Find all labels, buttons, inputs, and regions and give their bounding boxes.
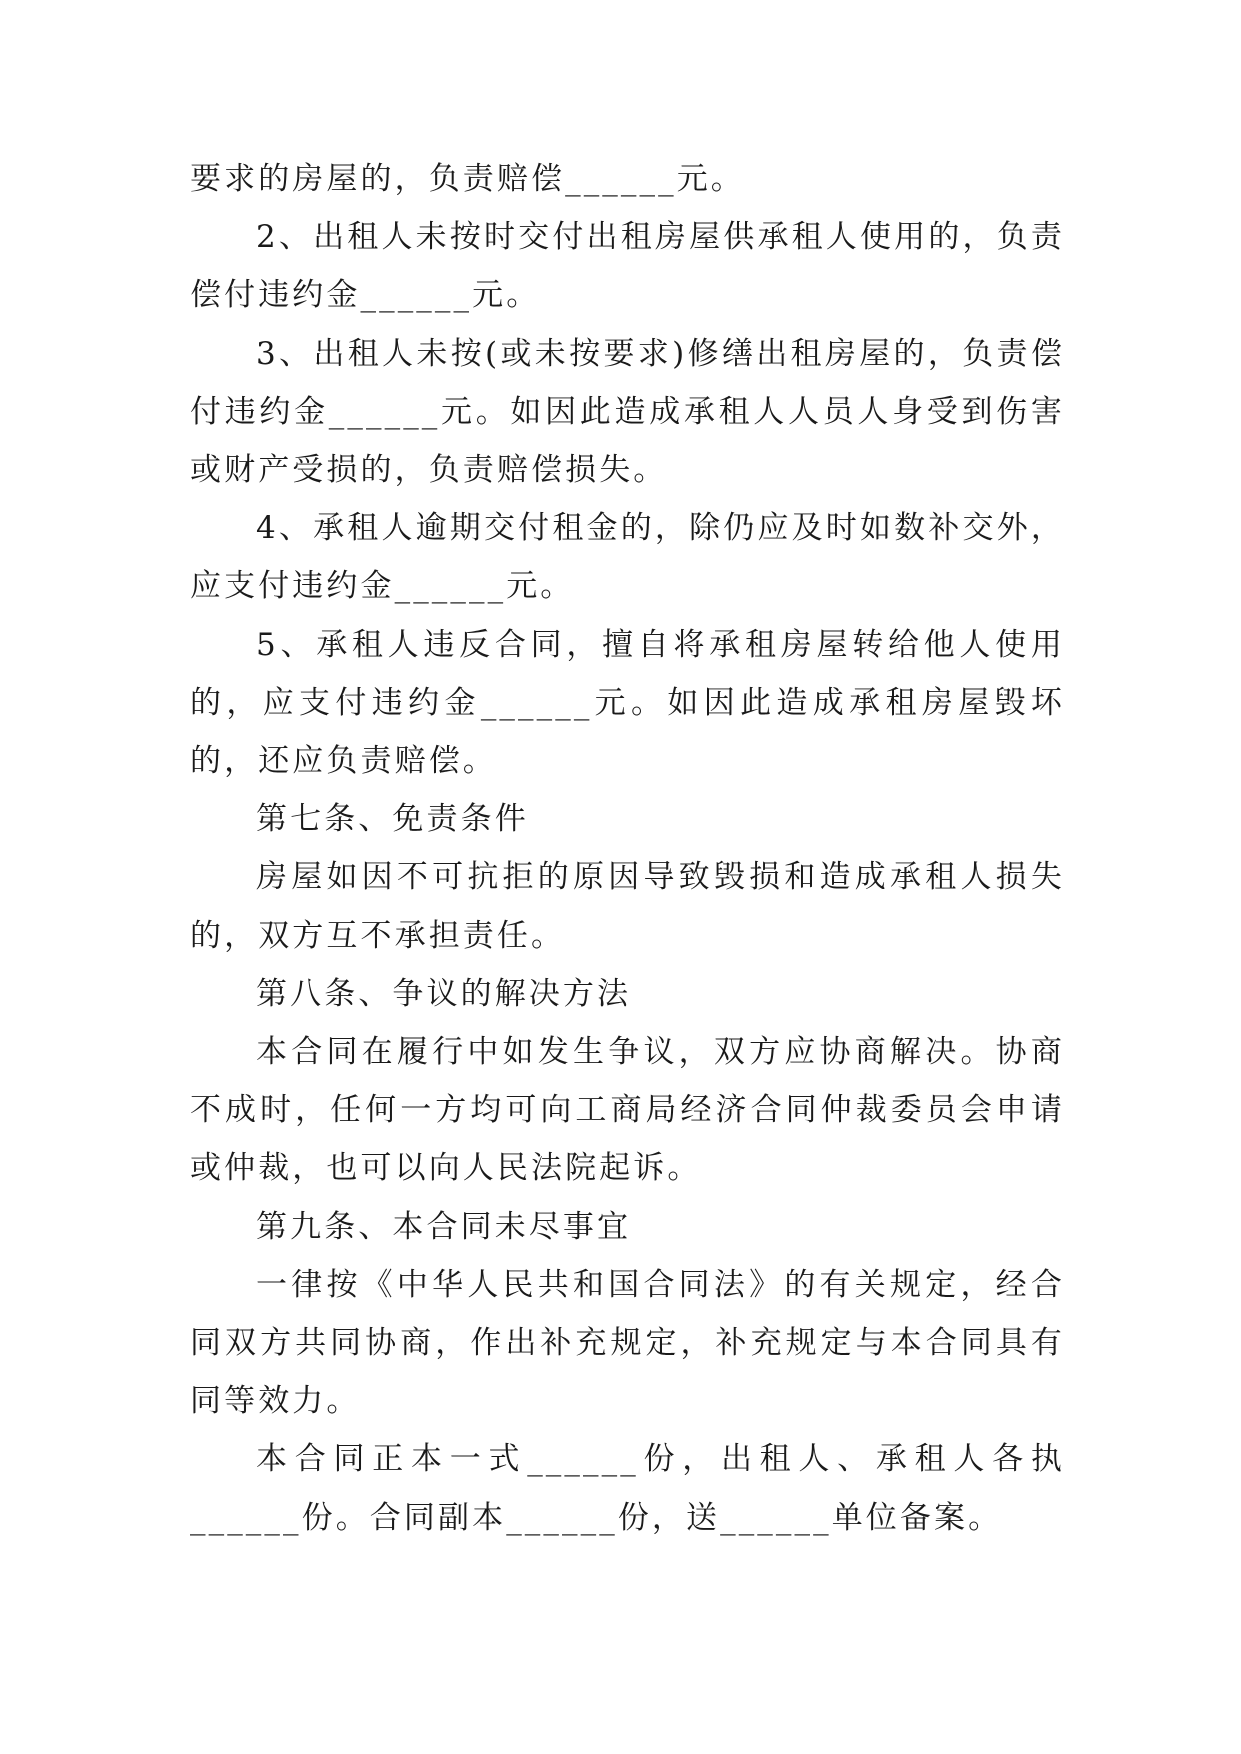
paragraph-clause-2: 2、出租人未按时交付出租房屋供承租人使用的，负责偿付违约金______元。 — [190, 219, 1065, 314]
paragraph-clause-3: 3、出租人未按(或未按要求)修缮出租房屋的，负责偿付违约金______元。如因此造成承租人人员人身受到伤害或财产受损的，负责赔偿损失。 — [190, 335, 1065, 489]
heading-article-8: 第八条、争议的解决方法 — [256, 975, 632, 1012]
heading-article-7: 第七条、免责条件 — [256, 801, 529, 838]
document-page — [190, 150, 1065, 1547]
paragraph-copies: 本合同正本一式______份，出租人、承租人各执______份。合同副本______份，送______单位备案。 — [190, 1441, 1065, 1536]
paragraph-article-7-body: 房屋如因不可抗拒的原因导致毁损和造成承租人损失的，双方互不承担责任。 — [190, 859, 1065, 954]
paragraph-article-9-body: 一律按《中华人民共和国合同法》的有关规定，经合同双方共同协商，作出补充规定，补充规定与本合同具有同等效力。 — [190, 1266, 1065, 1420]
paragraph-clause-4: 4、承租人逾期交付租金的，除仍应及时如数补交外，应支付违约金______元。 — [190, 510, 1065, 605]
heading-article-9: 第九条、本合同未尽事宜 — [256, 1208, 632, 1245]
paragraph-compensation-continued: 要求的房屋的，负责赔偿______元。 — [190, 161, 745, 197]
paragraph-clause-5: 5、承租人违反合同，擅自将承租房屋转给他人使用的，应支付违约金______元。如因此造成承租房屋毁坏的，还应负责赔偿。 — [190, 626, 1065, 780]
paragraph-article-8-body: 本合同在履行中如发生争议，双方应协商解决。协商不成时，任何一方均可向工商局经济合同仲裁委员会申请或仲裁，也可以向人民法院起诉。 — [190, 1034, 1065, 1187]
